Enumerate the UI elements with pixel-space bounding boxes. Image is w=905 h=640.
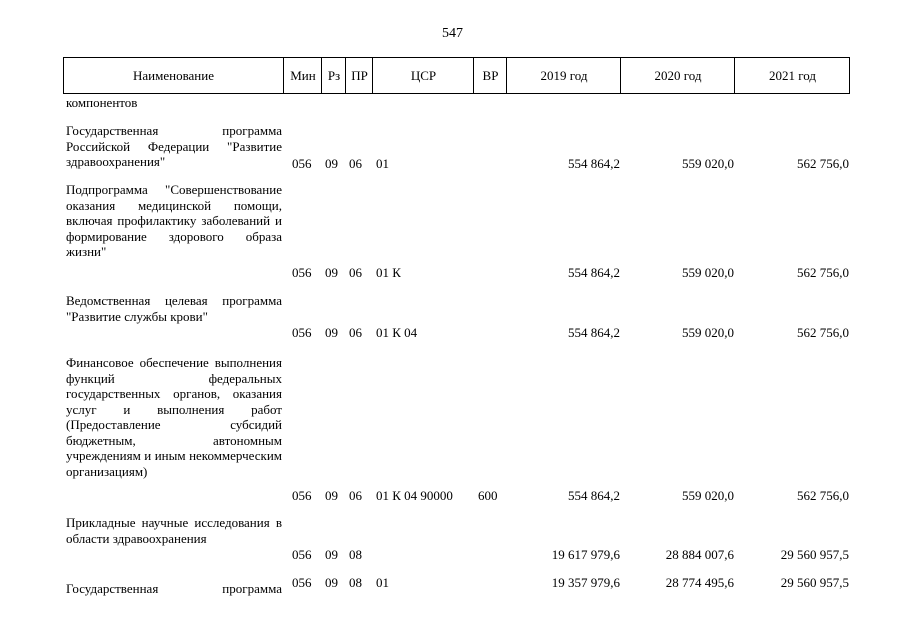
header-2021: 2021 год — [734, 58, 850, 93]
row-2021: 562 756,0 — [797, 265, 849, 280]
row-rz: 09 — [325, 488, 338, 503]
row-2019: 554 864,2 — [568, 488, 620, 503]
row-pr: 08 — [349, 547, 362, 562]
row-name: Государственная программа — [66, 581, 282, 596]
row-2021: 562 756,0 — [797, 156, 849, 171]
row-rz: 09 — [325, 547, 338, 562]
row-2021: 29 560 957,5 — [780, 547, 849, 562]
header-rz: Рз — [321, 58, 346, 93]
header-min: Мин — [283, 58, 322, 93]
row-2020: 559 020,0 — [682, 488, 734, 503]
row-2021: 29 560 957,5 — [780, 575, 849, 590]
header-name: Наименование — [133, 68, 214, 83]
table-header — [63, 57, 850, 94]
row-csr: 01 — [376, 575, 389, 590]
header-pr: ПР — [345, 58, 373, 93]
row-min: 056 — [292, 575, 312, 590]
header-2020: 2020 год — [620, 58, 735, 93]
header-vr: ВР — [473, 58, 507, 93]
row-rz: 09 — [325, 575, 338, 590]
row-min: 056 — [292, 156, 312, 171]
header-csr: ЦСР — [372, 58, 474, 93]
row-min: 056 — [292, 488, 312, 503]
row-name: Прикладные научные исследования в области здравоохранения — [66, 515, 282, 546]
row-min: 056 — [292, 325, 312, 340]
row-pr: 06 — [349, 156, 362, 171]
row-min: 056 — [292, 547, 312, 562]
row-name: Подпрограмма "Совершенствование оказания медицинской помощи, включая профилактику заболеваний и формирование здорового образа жизни" — [66, 182, 282, 259]
row-2020: 559 020,0 — [682, 325, 734, 340]
row-csr: 01 К 04 — [376, 325, 418, 340]
row-rz: 09 — [325, 325, 338, 340]
row-csr: 01 К 04 90000 — [376, 488, 453, 503]
carry-over-text: компонентов — [66, 95, 138, 110]
row-pr: 08 — [349, 575, 362, 590]
row-2020: 28 884 007,6 — [665, 547, 734, 562]
row-name: Государственная программа Российской Федерации "Развитие здравоохранения" — [66, 123, 282, 169]
row-2020: 559 020,0 — [682, 265, 734, 280]
row-csr: 01 — [376, 156, 389, 171]
row-rz: 09 — [325, 156, 338, 171]
row-pr: 06 — [349, 265, 362, 280]
row-2019: 554 864,2 — [568, 325, 620, 340]
row-pr: 06 — [349, 488, 362, 503]
row-2020: 28 774 495,6 — [665, 575, 734, 590]
row-2021: 562 756,0 — [797, 325, 849, 340]
row-2019: 554 864,2 — [568, 265, 620, 280]
header-2019: 2019 год — [506, 58, 621, 93]
row-2019: 19 357 979,6 — [551, 575, 620, 590]
row-2021: 562 756,0 — [797, 488, 849, 503]
row-min: 056 — [292, 265, 312, 280]
row-name: Ведомственная целевая программа "Развитие службы крови" — [66, 293, 282, 324]
row-2019: 19 617 979,6 — [551, 547, 620, 562]
row-2019: 554 864,2 — [568, 156, 620, 171]
row-rz: 09 — [325, 265, 338, 280]
row-vr: 600 — [478, 488, 498, 503]
page-number: 547 — [442, 26, 463, 41]
row-pr: 06 — [349, 325, 362, 340]
row-csr: 01 К — [376, 265, 401, 280]
row-name: Финансовое обеспечение выполнения функций федеральных государственных органов, оказания услуг и выполнения работ (Предоставление субсидий бюджетным, автономным учреждениям и иным некоммерческим организациям) — [66, 355, 282, 479]
row-2020: 559 020,0 — [682, 156, 734, 171]
